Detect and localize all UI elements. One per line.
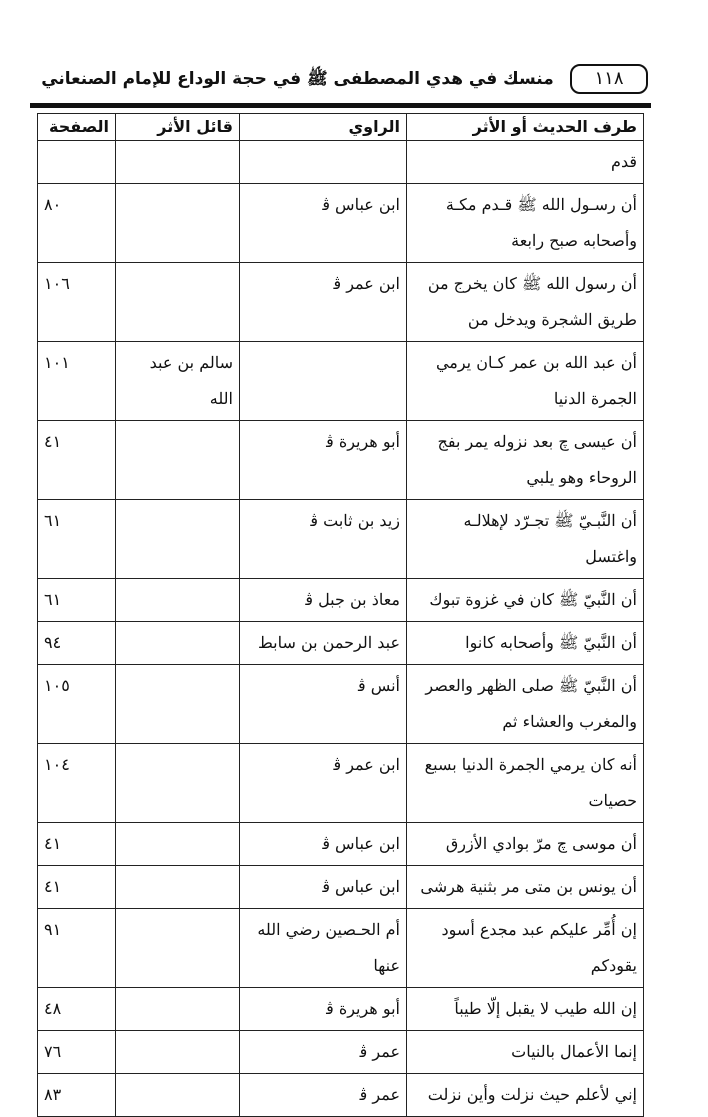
narrator-cell: أم الحـصين رضي الله عنها	[240, 909, 407, 988]
page-cell: ٦١	[38, 579, 116, 622]
sayer-cell	[116, 744, 240, 823]
narrator-cell: أنس ﭬ	[240, 665, 407, 744]
sayer-cell	[116, 909, 240, 988]
table-row	[38, 500, 644, 579]
table-row	[38, 421, 644, 500]
narrator-cell: ابن عباس ﭬ	[240, 184, 407, 263]
sayer-cell	[116, 579, 240, 622]
hadith-cell: أن رسول الله ﷺ كان يخرج من طريق الشجرة ويدخل من	[407, 263, 644, 342]
table-row	[38, 665, 644, 744]
table-row	[38, 342, 644, 421]
table-row	[38, 744, 644, 823]
hadith-cell: إني لأعلم حيث نزلت وأين نزلت	[407, 1074, 644, 1117]
page-number: ١١٨	[570, 64, 648, 94]
page-cell: ٩٤	[38, 622, 116, 665]
table-row	[38, 823, 644, 866]
sayer-cell: سالم بن عبد الله	[116, 342, 240, 421]
sayer-cell	[116, 866, 240, 909]
narrator-cell: ابن عباس ﭬ	[240, 866, 407, 909]
page-cell: ٦١	[38, 500, 116, 579]
page-cell: ٤٨	[38, 988, 116, 1031]
hadith-cell: أن النَّبيّ ﷺ صلى الظهر والعصر والمغرب والعشاء ثم	[407, 665, 644, 744]
table-row	[38, 184, 644, 263]
hadith-cell: أن عبد الله بن عمر كـان يرمي الجمرة الدنيا	[407, 342, 644, 421]
hadith-cell: أن النَّبيّ ﷺ كان في غزوة تبوك	[407, 579, 644, 622]
sayer-cell	[116, 1074, 240, 1117]
sayer-cell	[116, 1031, 240, 1074]
page-cell: ٧٦	[38, 1031, 116, 1074]
hadith-cell: أن عيسى ﭺ بعد نزوله يمر بفج الروحاء وهو يلبي	[407, 421, 644, 500]
narrator-cell	[240, 342, 407, 421]
sayer-cell	[116, 988, 240, 1031]
hadith-cell: إن أُمِّر عليكم عبد مجدع أسود يقودكم	[407, 909, 644, 988]
narrator-cell: أبو هريرة ﭬ	[240, 421, 407, 500]
running-title: منسك في هدي المصطفى ﷺ في حجة الوداع للإمام الصنعاني	[41, 69, 554, 89]
hadith-cell: أن النَّبـيّ ﷺ تجـرّد لإهلالـه واغتسل	[407, 500, 644, 579]
header-rule	[30, 103, 651, 108]
page-cell: ٤١	[38, 421, 116, 500]
page-cell: ١٠٤	[38, 744, 116, 823]
sayer-cell	[116, 263, 240, 342]
table-row	[38, 141, 644, 184]
hadith-cell: أن موسى ﭺ مرّ بوادي الأزرق	[407, 823, 644, 866]
sayer-cell	[116, 500, 240, 579]
page-cell: ١٠٥	[38, 665, 116, 744]
narrator-cell: عبد الرحمن بن سابط	[240, 622, 407, 665]
sayer-cell	[116, 184, 240, 263]
narrator-cell: ابن عباس ﭬ	[240, 823, 407, 866]
index-table	[37, 113, 644, 1117]
narrator-cell: ابن عمر ﭬ	[240, 744, 407, 823]
table-row	[38, 988, 644, 1031]
sayer-cell	[116, 421, 240, 500]
sayer-cell	[116, 141, 240, 184]
header-page: الصفحة	[38, 114, 116, 141]
sayer-cell	[116, 823, 240, 866]
hadith-cell: أن النَّبيّ ﷺ وأصحابه كانوا	[407, 622, 644, 665]
hadith-cell: إنما الأعمال بالنيات	[407, 1031, 644, 1074]
header-sayer: قائل الأثر	[116, 114, 240, 141]
page-cell: ٨٣	[38, 1074, 116, 1117]
narrator-cell	[240, 141, 407, 184]
header-hadith: طرف الحديث أو الأثر	[407, 114, 644, 141]
narrator-cell: عمر ﭬ	[240, 1074, 407, 1117]
hadith-cell: أن رسـول الله ﷺ قـدم مكـة وأصحابه صبح رابعة	[407, 184, 644, 263]
table-row	[38, 909, 644, 988]
page-cell: ١٠١	[38, 342, 116, 421]
sayer-cell	[116, 622, 240, 665]
header-narrator: الراوي	[240, 114, 407, 141]
narrator-cell: معاذ بن جبل ﭬ	[240, 579, 407, 622]
hadith-cell: أن يونس بن متى مر بثنية هرشى	[407, 866, 644, 909]
narrator-cell: عمر ﭬ	[240, 1031, 407, 1074]
page-cell: ٩١	[38, 909, 116, 988]
table-row	[38, 263, 644, 342]
narrator-cell: أبو هريرة ﭬ	[240, 988, 407, 1031]
narrator-cell: زيد بن ثابت ﭬ	[240, 500, 407, 579]
table-row	[38, 1074, 644, 1117]
page-cell	[38, 141, 116, 184]
page-cell: ٤١	[38, 823, 116, 866]
hadith-cell: قدم	[407, 141, 644, 184]
page-cell: ١٠٦	[38, 263, 116, 342]
table-row	[38, 622, 644, 665]
page-cell: ٤١	[38, 866, 116, 909]
table-header-row	[38, 114, 644, 141]
sayer-cell	[116, 665, 240, 744]
hadith-cell: إن الله طيب لا يقبل إلّا طيباً	[407, 988, 644, 1031]
narrator-cell: ابن عمر ﭬ	[240, 263, 407, 342]
hadith-cell: أنه كان يرمي الجمرة الدنيا بسبع حصيات	[407, 744, 644, 823]
page-cell: ٨٠	[38, 184, 116, 263]
table-row	[38, 866, 644, 909]
table-row	[38, 1031, 644, 1074]
table-row	[38, 579, 644, 622]
page-header	[30, 62, 650, 102]
table-body	[38, 141, 644, 1117]
